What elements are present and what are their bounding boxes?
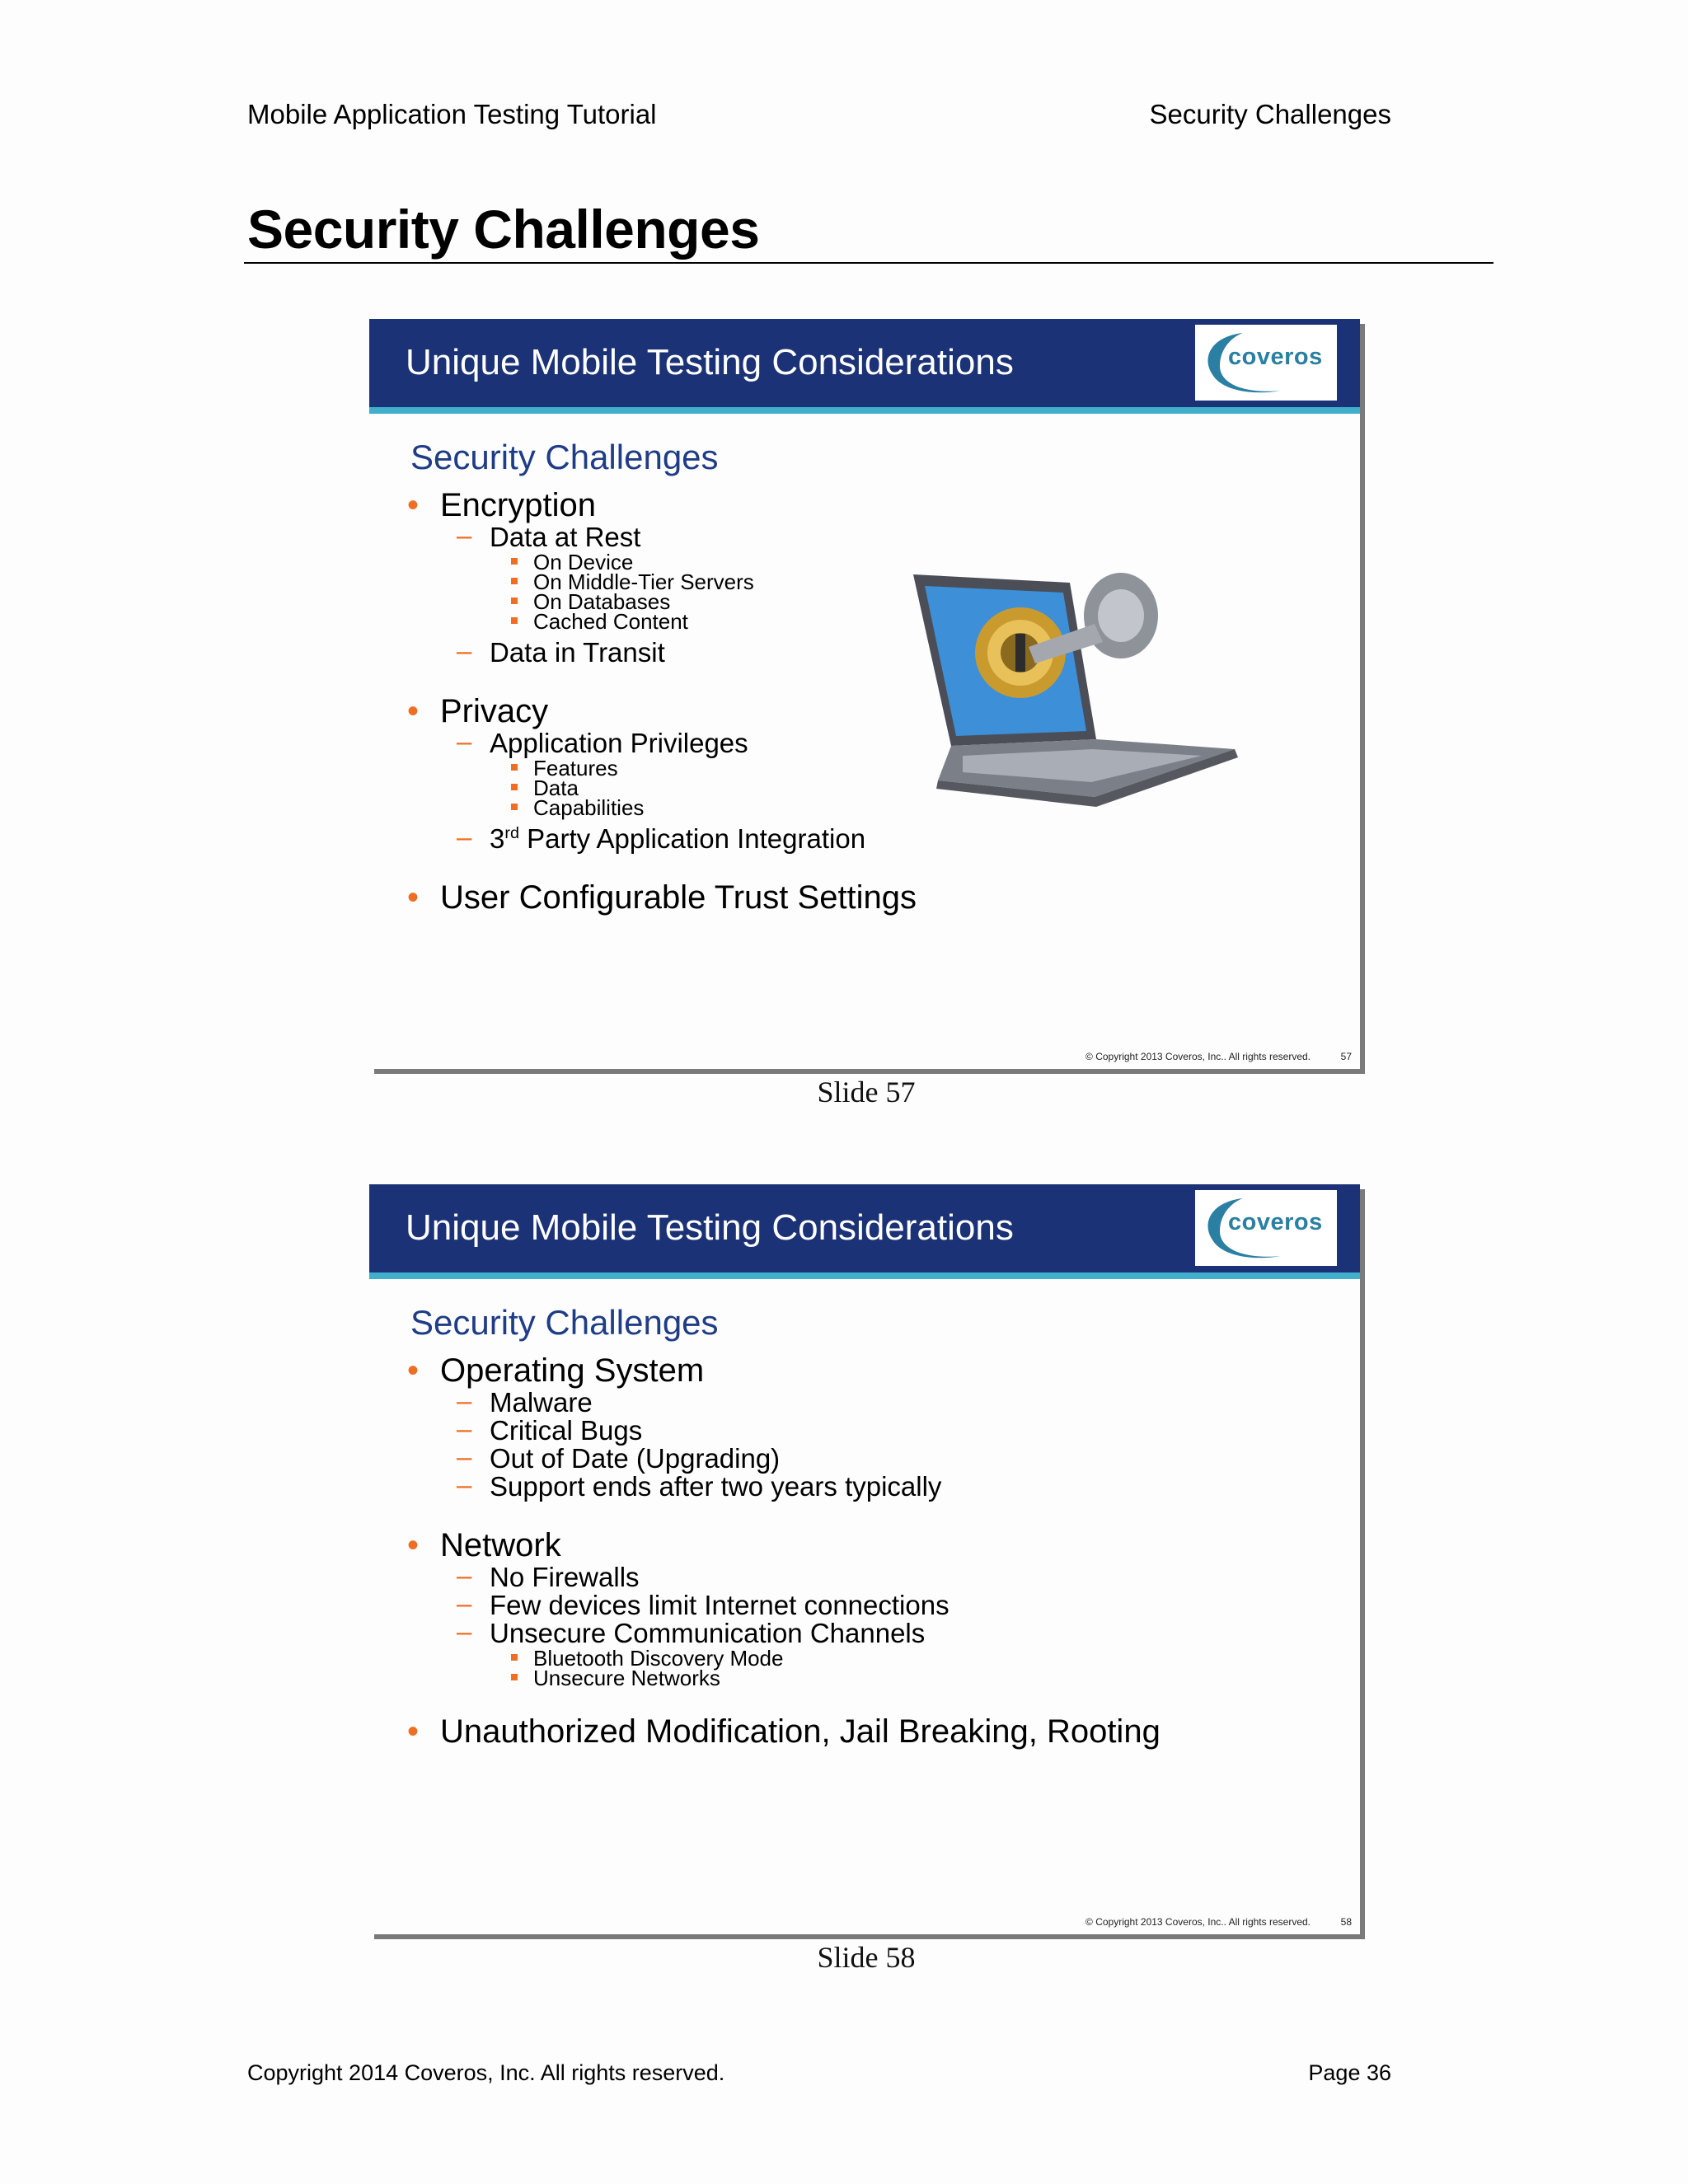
slide-number: 58	[1340, 1916, 1352, 1928]
sub-sub-bullet-item	[533, 795, 644, 821]
bullet-dot-icon: •	[407, 1713, 420, 1750]
bullet-text: On Databases	[533, 589, 671, 614]
sub-bullet-item	[457, 1616, 926, 1649]
slide-header-title: Unique Mobile Testing Considerations	[406, 1207, 1014, 1248]
laptop-key-illustration	[905, 566, 1251, 813]
logo-wordmark: coveros	[1228, 344, 1323, 370]
bullet-text: Data	[533, 776, 579, 800]
bullet-item	[407, 1352, 705, 1390]
dash-bullet-icon: –	[457, 1385, 472, 1416]
square-bullet-icon	[511, 617, 518, 624]
bullet-text: Data at Rest	[490, 522, 641, 552]
bullet-text: Operating System	[440, 1352, 705, 1389]
bullet-text: Unsecure Networks	[533, 1666, 720, 1690]
bullet-text: Features	[533, 756, 618, 780]
bullet-text: Unauthorized Modification, Jail Breaking, Rooting	[440, 1713, 1160, 1750]
slide-header-bar	[369, 319, 1360, 414]
bullet-text: Capabilities	[533, 795, 645, 820]
slide-58	[369, 1184, 1360, 1934]
bullet-text: Unsecure Communication Channels	[490, 1618, 926, 1648]
running-header-title: Mobile Application Testing Tutorial	[247, 99, 657, 129]
square-bullet-icon	[511, 1674, 518, 1680]
square-bullet-icon	[511, 1654, 518, 1661]
dash-bullet-icon: –	[457, 635, 472, 666]
title-divider	[244, 262, 1493, 264]
dash-bullet-icon: –	[457, 1588, 472, 1619]
sub-bullet-item	[457, 1385, 593, 1418]
bullet-text: Privacy	[440, 693, 549, 729]
bullet-text: Cached Content	[533, 609, 688, 634]
bullet-item	[407, 693, 549, 730]
bullet-text: Critical Bugs	[490, 1415, 643, 1446]
coveros-logo	[1195, 1190, 1337, 1266]
bullet-text: No Firewalls	[490, 1562, 640, 1592]
bullet-text: User Configurable Trust Settings	[440, 879, 917, 916]
coveros-logo	[1195, 325, 1337, 401]
dash-bullet-icon: –	[457, 1616, 472, 1647]
square-bullet-icon	[511, 784, 518, 790]
bullet-dot-icon: •	[407, 487, 420, 523]
sub-bullet-item	[457, 1413, 643, 1446]
square-bullet-icon	[511, 598, 518, 604]
bullet-text: Malware	[490, 1387, 593, 1418]
bullet-dot-icon: •	[407, 693, 420, 729]
bullet-dot-icon: •	[407, 879, 420, 916]
sub-sub-bullet-item	[533, 1666, 720, 1691]
slide-caption: Slide 58	[817, 1941, 916, 1974]
footer-copyright: Copyright 2014 Coveros, Inc. All rights reserved.	[247, 2060, 725, 2085]
ordinal-suffix: rd	[504, 824, 519, 842]
running-header-section: Security Challenges	[1149, 99, 1391, 129]
dash-bullet-icon: –	[457, 1560, 472, 1591]
slide-subtitle: Security Challenges	[410, 1303, 719, 1342]
bullet-text: On Middle-Tier Servers	[533, 569, 754, 594]
sub-bullet-item	[457, 1469, 942, 1502]
bullet-text: Few devices limit Internet connections	[490, 1590, 950, 1620]
slide-header-bar	[369, 1184, 1360, 1279]
square-bullet-icon	[511, 764, 518, 771]
slide-57	[369, 319, 1360, 1069]
sub-sub-bullet-item	[533, 609, 688, 635]
dash-bullet-icon: –	[457, 726, 472, 757]
square-bullet-icon	[511, 558, 518, 565]
bullet-item	[407, 1713, 1160, 1750]
bullet-text: Out of Date (Upgrading)	[490, 1443, 781, 1474]
square-bullet-icon	[511, 578, 518, 584]
square-bullet-icon	[511, 804, 518, 810]
sub-bullet-item	[457, 726, 748, 759]
bullet-item	[407, 879, 917, 916]
sub-bullet-item	[457, 635, 665, 668]
sub-bullet-item	[457, 520, 641, 553]
slide-caption: Slide 57	[817, 1076, 916, 1108]
dash-bullet-icon: –	[457, 1469, 472, 1500]
sub-bullet-item	[457, 1441, 781, 1474]
sub-bullet-item	[457, 1588, 950, 1621]
page-title: Security Challenges	[247, 199, 760, 260]
bullet-text: Encryption	[440, 487, 596, 523]
bullet-text: Party Application Integration	[518, 823, 866, 854]
dash-bullet-icon: –	[457, 520, 472, 551]
sub-bullet-item	[457, 1560, 640, 1593]
slide-copyright: © Copyright 2013 Coveros, Inc.. All rights reserved.	[1085, 1051, 1311, 1062]
bullet-text: On Device	[533, 550, 634, 574]
bullet-text: Support ends after two years typically	[490, 1471, 942, 1502]
slide-number: 57	[1340, 1051, 1352, 1062]
sub-bullet-item	[457, 822, 866, 855]
bullet-text: Data in Transit	[490, 637, 665, 668]
slide-header-title: Unique Mobile Testing Considerations	[406, 342, 1014, 382]
bullet-text: Bluetooth Discovery Mode	[533, 1646, 784, 1671]
bullet-dot-icon: •	[407, 1352, 420, 1389]
footer-page-number: Page 36	[1308, 2060, 1391, 2085]
slide-copyright: © Copyright 2013 Coveros, Inc.. All rights reserved.	[1085, 1916, 1311, 1928]
dash-bullet-icon: –	[457, 1441, 472, 1472]
bullet-item	[407, 487, 596, 524]
bullet-item	[407, 1527, 561, 1564]
slide-subtitle: Security Challenges	[410, 438, 719, 476]
dash-bullet-icon: –	[457, 822, 472, 852]
bullet-text: 3	[490, 823, 505, 854]
logo-wordmark: coveros	[1228, 1209, 1323, 1235]
bullet-dot-icon: •	[407, 1527, 420, 1563]
bullet-text: Network	[440, 1527, 561, 1563]
bullet-text: Application Privileges	[490, 728, 748, 758]
dash-bullet-icon: –	[457, 1413, 472, 1444]
